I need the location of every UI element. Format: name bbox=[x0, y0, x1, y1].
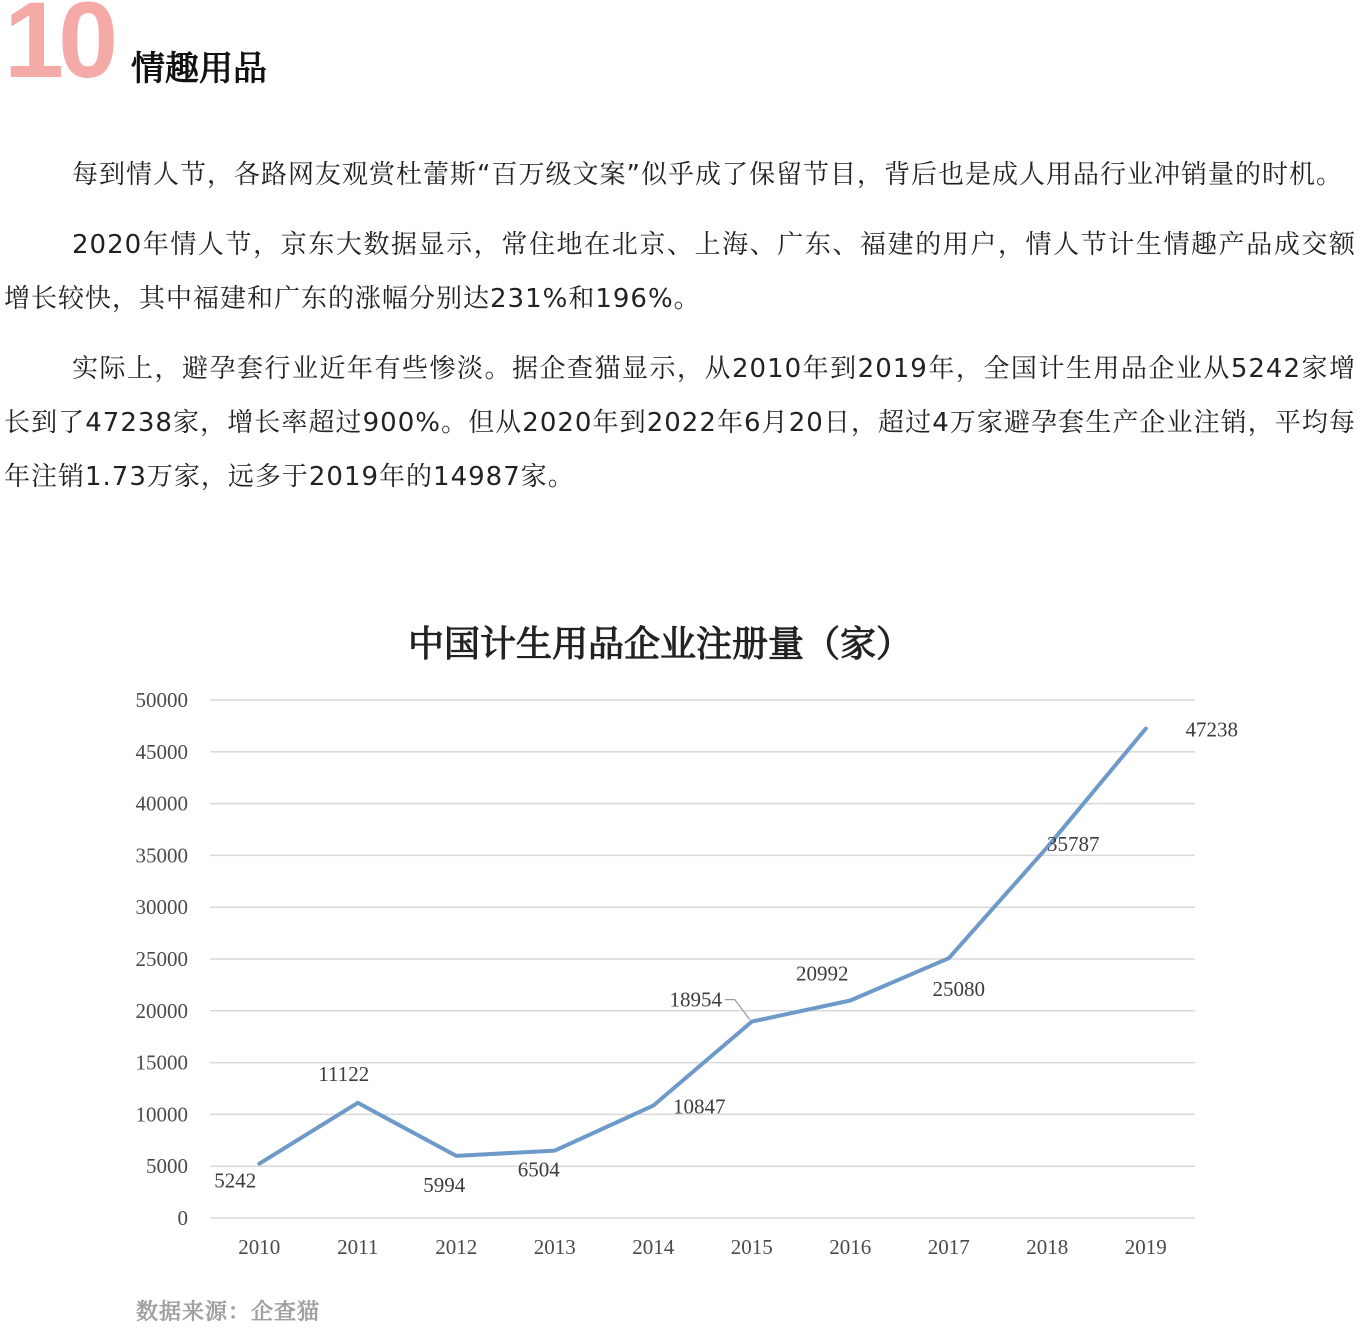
y-tick-label: 45000 bbox=[135, 739, 188, 764]
leader-line-2015 bbox=[725, 1000, 750, 1020]
label-leaders bbox=[725, 1000, 750, 1020]
y-tick-label: 5000 bbox=[146, 1154, 188, 1179]
paragraph-3: 实际上，避孕套行业近年有些惨淡。据企查猫显示，从2010年到2019年，全国计生用品企业从5242家增长到了47238家，增长率超过900%。但从2020年到2022年6月20日，超过4万家避孕套生产企业注销，平均每年注销1.73万家，远多于2019年的14987家。 bbox=[4, 354, 1356, 492]
y-tick-label: 20000 bbox=[135, 998, 188, 1023]
y-tick-label: 50000 bbox=[135, 688, 188, 712]
data-source: 数据来源：企查猫 bbox=[136, 1300, 321, 1325]
section-number: 10 bbox=[4, 0, 113, 100]
data-label-2011: 11122 bbox=[318, 1061, 370, 1086]
data-label-2017: 25080 bbox=[932, 977, 985, 1002]
data-label-2016: 20992 bbox=[796, 961, 849, 986]
data-labels bbox=[214, 718, 1238, 1197]
y-tick-label: 30000 bbox=[135, 895, 188, 920]
y-tick-label: 35000 bbox=[135, 843, 188, 868]
line-chart bbox=[100, 600, 1260, 1332]
x-tick-label: 2016 bbox=[829, 1235, 872, 1259]
x-tick-label: 2010 bbox=[238, 1235, 281, 1259]
data-label-2018: 35787 bbox=[1047, 832, 1100, 857]
data-label-2019: 47238 bbox=[1185, 717, 1238, 742]
x-tick-label: 2011 bbox=[337, 1235, 379, 1259]
x-tick-label: 2017 bbox=[927, 1235, 970, 1259]
data-label-2013: 6504 bbox=[517, 1157, 560, 1182]
y-tick-label: 10000 bbox=[135, 1102, 188, 1127]
data-label-2014: 10847 bbox=[673, 1094, 726, 1119]
x-tick-label: 2014 bbox=[632, 1235, 675, 1259]
x-tick-label: 2013 bbox=[533, 1235, 576, 1259]
section-header bbox=[0, 0, 1370, 110]
y-tick-label: 25000 bbox=[135, 947, 188, 971]
x-tick-label: 2019 bbox=[1124, 1235, 1167, 1259]
y-tick-label: 15000 bbox=[135, 1050, 188, 1075]
x-axis-ticks bbox=[238, 1235, 1167, 1259]
x-tick-label: 2012 bbox=[435, 1235, 478, 1259]
x-tick-label: 2018 bbox=[1026, 1235, 1069, 1259]
y-tick-label: 40000 bbox=[135, 791, 188, 816]
data-label-2012: 5994 bbox=[423, 1172, 466, 1197]
paragraph-1: 每到情人节，各路网友观赏杜蕾斯“百万级文案”似乎成了保留节目，背后也是成人用品行业冲销量的时机。 bbox=[72, 160, 1343, 190]
section-title: 情趣用品 bbox=[131, 49, 267, 89]
data-label-2010: 5242 bbox=[214, 1168, 257, 1193]
y-axis-ticks bbox=[136, 688, 189, 1230]
chart-title: 中国计生用品企业注册量（家） bbox=[407, 624, 913, 665]
paragraph-2: 2020年情人节，京东大数据显示，常住地在北京、上海、广东、福建的用户，情人节计生情趣产品成交额增长较快，其中福建和广东的涨幅分别达231%和196%。 bbox=[4, 230, 1356, 314]
gridlines bbox=[210, 700, 1195, 1218]
data-label-2015: 18954 bbox=[669, 987, 722, 1012]
y-tick-label: 0 bbox=[177, 1206, 188, 1230]
article-body bbox=[4, 148, 1356, 520]
x-tick-label: 2015 bbox=[730, 1235, 773, 1259]
chart-svg bbox=[100, 600, 1260, 1290]
